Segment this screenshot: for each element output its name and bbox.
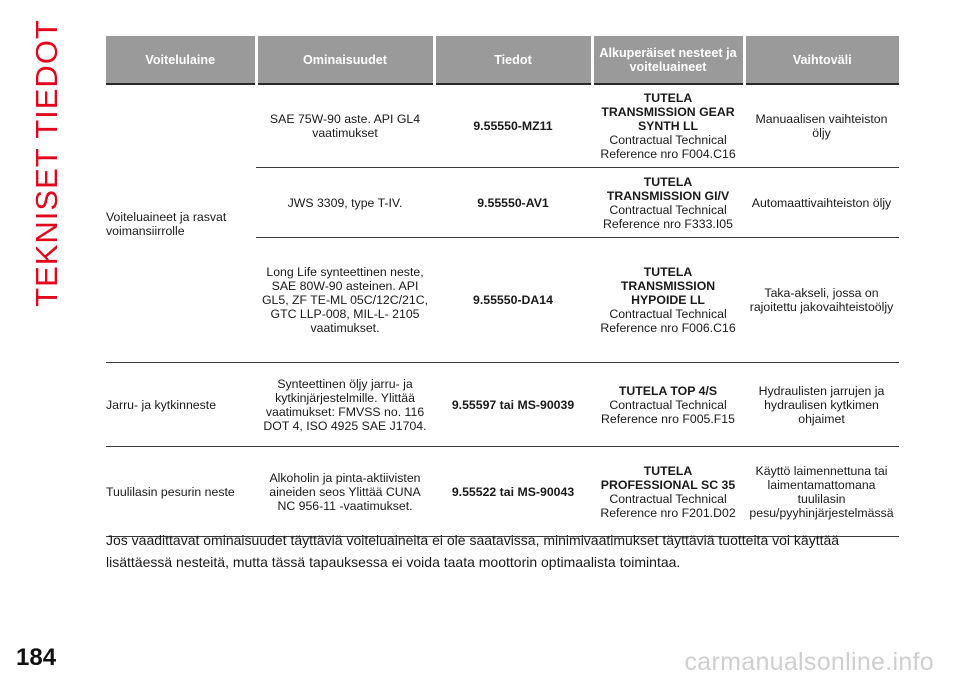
product-name: TUTELA TOP 4/S — [618, 383, 718, 398]
product-reference: Contractual Technical Reference nro F006.C16 — [600, 307, 736, 335]
product-name: TUTELA TRANSMISSION GEAR SYNTH LL — [601, 91, 735, 133]
spec-cell: 9.55522 tai MS-90043 — [434, 447, 592, 537]
interval-cell: Automaattivaihteiston öljy — [744, 168, 899, 238]
product-cell — [592, 84, 744, 168]
properties-cell: SAE 75W-90 aste. API GL4 vaatimukset — [256, 84, 434, 168]
product-name: TUTELA TRANSMISSION HYPOIDE LL — [620, 265, 716, 307]
header-original-fluids: Alkuperäiset nesteet ja voiteluaineet — [592, 36, 744, 84]
product-reference: Contractual Technical Reference nro F201.D02 — [600, 491, 736, 520]
product-cell — [592, 447, 744, 537]
watermark: carmanualsonline.info — [684, 648, 934, 676]
product-name: TUTELA PROFESSIONAL SC 35 — [600, 463, 736, 492]
interval-cell: Käyttö laimennettuna tai laimentamattomana tuulilasin pesu/pyyhinjärjestelmässä — [744, 447, 899, 537]
spec-cell: 9.55550-DA14 — [434, 238, 592, 363]
section-title — [14, 19, 80, 307]
section-title-text: TEKNISET TIEDOT — [29, 19, 65, 307]
lubricant-cell: Voiteluaineet ja rasvat voimansiirrolle — [106, 84, 256, 363]
header-lubricant: Voitelulaine — [106, 36, 256, 84]
product-reference: Contractual Technical Reference nro F005.F15 — [601, 397, 735, 426]
fluids-table — [106, 36, 899, 537]
product-cell — [592, 238, 744, 363]
table-row — [106, 84, 899, 168]
properties-cell: Long Life synteettinen neste, SAE 80W-90 asteinen. API GL5, ZF TE-ML 05C/12C/21C, GTC LLP-008, MIL-L- 2105 vaatimukset. — [256, 238, 434, 363]
product-reference: Contractual Technical Reference nro F004.C16 — [600, 133, 736, 161]
footnote: Jos vaadittavat ominaisuudet täyttäviä voiteluaineita ei ole saatavissa, minimivaatimukset täyttäviä tuotteita voi käyttää lisättäessä nesteitä, mutta tässä tapauksessa ei voida taata moottorin optimaalista toimintaa. — [106, 532, 840, 570]
lubricant-cell: Tuulilasin pesurin neste — [106, 447, 256, 537]
header-properties: Ominaisuudet — [256, 36, 434, 84]
table-row — [106, 363, 899, 447]
spec-cell: 9.55597 tai MS-90039 — [434, 363, 592, 447]
header-interval: Vaihtoväli — [744, 36, 899, 84]
product-cell — [592, 363, 744, 447]
interval-cell: Hydraulisten jarrujen ja hydraulisen kytkimen ohjaimet — [744, 363, 899, 447]
lubricant-cell: Jarru- ja kytkinneste — [106, 363, 256, 447]
properties-cell: Alkoholin ja pinta-aktiivisten aineiden seos Ylittää CUNA NC 956-11 -vaatimukset. — [256, 447, 434, 537]
interval-cell: Taka-akseli, jossa on rajoitettu jakovaihteistoöljy — [744, 238, 899, 363]
spec-cell: 9.55550-MZ11 — [434, 84, 592, 168]
header-spec: Tiedot — [434, 36, 592, 84]
product-cell — [592, 168, 744, 238]
table-header-row — [106, 36, 899, 84]
properties-cell: JWS 3309, type T-IV. — [256, 168, 434, 238]
table-row — [106, 447, 899, 537]
interval-cell: Manuaalisen vaihteiston öljy — [744, 84, 899, 168]
product-reference: Contractual Technical Reference nro F333.I05 — [603, 202, 733, 231]
properties-cell: Synteettinen öljy jarru- ja kytkinjärjestelmille. Ylittää vaatimukset: FMVSS no. 116 DOT 4, ISO 4925 SAE J1704. — [256, 363, 434, 447]
product-name: TUTELA TRANSMISSION GI/V — [606, 174, 730, 203]
spec-cell: 9.55550-AV1 — [434, 168, 592, 238]
page-number: 184 — [16, 644, 57, 671]
